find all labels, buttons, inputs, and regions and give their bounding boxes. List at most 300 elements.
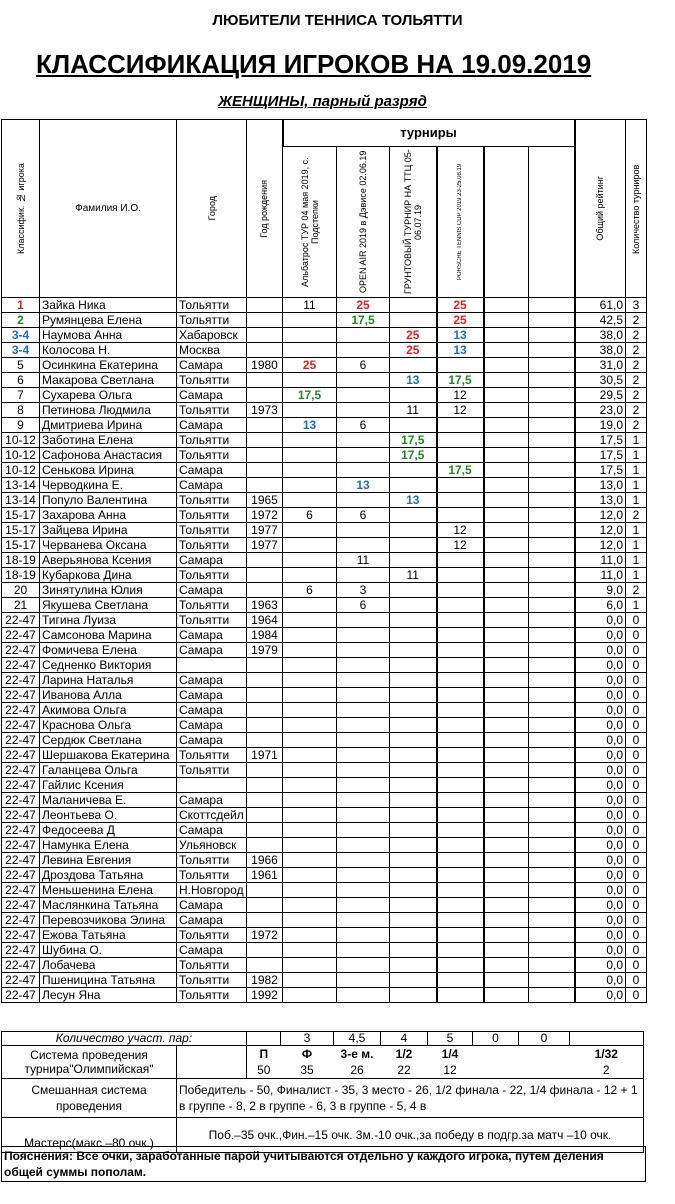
tournament-5-points — [484, 778, 529, 793]
pairs-empty — [247, 1032, 281, 1046]
name-cell: Ежова Татьяна — [40, 928, 177, 943]
table-row — [2, 673, 647, 688]
city-cell: Самара — [177, 463, 247, 478]
tournament-5-points — [484, 793, 529, 808]
tournament-6-points — [529, 328, 575, 343]
header-count: Количество турниров — [626, 120, 647, 298]
pairs-count: 0 — [519, 1032, 570, 1046]
tournament-4-points — [437, 688, 484, 703]
tournament-1-points — [283, 733, 337, 748]
tournament-4-points — [437, 868, 484, 883]
name-cell: Захарова Анна — [40, 508, 177, 523]
tournament-3-points — [390, 868, 437, 883]
tournament-count: 0 — [626, 988, 647, 1003]
total-rating: 0,0 — [575, 808, 626, 823]
city-cell: Тольятти — [177, 763, 247, 778]
tournament-1-points: 13 — [283, 418, 337, 433]
system-codes-row — [2, 1046, 644, 1063]
rank-cell: 9 — [2, 418, 40, 433]
system-points: 26 — [350, 1063, 364, 1077]
masters-label: Мастерс(макс.–80 очк.) — [2, 1118, 177, 1153]
table-row — [2, 838, 647, 853]
total-rating: 0,0 — [575, 628, 626, 643]
tournament-count: 2 — [626, 358, 647, 373]
tournament-5-points — [484, 733, 529, 748]
name-cell: Фомичева Елена — [40, 643, 177, 658]
tournament-4-points — [437, 718, 484, 733]
tournament-count: 2 — [626, 508, 647, 523]
tournament-6-points — [529, 643, 575, 658]
tournament-2-points — [337, 568, 390, 583]
name-cell: Акимова Ольга — [40, 703, 177, 718]
tournament-5-points — [484, 403, 529, 418]
tournament-5-points — [484, 583, 529, 598]
tournament-5-points — [484, 748, 529, 763]
tournament-4-points: 12 — [437, 538, 484, 553]
tournament-6-points — [529, 523, 575, 538]
name-cell: Пшеницина Татьяна — [40, 973, 177, 988]
tournament-6-points — [529, 928, 575, 943]
tournament-count: 2 — [626, 313, 647, 328]
tournament-count: 1 — [626, 538, 647, 553]
tournament-4-points — [437, 628, 484, 643]
tournament-count: 1 — [626, 478, 647, 493]
year-cell: 1973 — [247, 403, 283, 418]
tournament-5-points — [484, 463, 529, 478]
city-cell — [177, 778, 247, 793]
tournament-6-points — [529, 403, 575, 418]
rank-cell: 10-12 — [2, 463, 40, 478]
tournament-6-points — [529, 673, 575, 688]
total-rating: 0,0 — [575, 613, 626, 628]
tournament-3-points — [390, 643, 437, 658]
tournament-2-points — [337, 448, 390, 463]
total-rating: 0,0 — [575, 673, 626, 688]
table-row — [2, 988, 647, 1003]
name-cell: Черванева Оксана — [40, 538, 177, 553]
tournament-4-points — [437, 838, 484, 853]
rank-cell: 8 — [2, 403, 40, 418]
tournament-count: 1 — [626, 463, 647, 478]
name-cell: Макарова Светлана — [40, 373, 177, 388]
tournament-3-points — [390, 973, 437, 988]
table-row — [2, 733, 647, 748]
tournament-4-points — [437, 883, 484, 898]
table-row — [2, 433, 647, 448]
rank-cell: 18-19 — [2, 568, 40, 583]
tournament-4-points — [437, 448, 484, 463]
year-cell: 1964 — [247, 613, 283, 628]
tournament-4-points — [437, 793, 484, 808]
tournament-6-points — [529, 853, 575, 868]
city-cell: Самара — [177, 688, 247, 703]
tournament-2-points — [337, 388, 390, 403]
rank-cell: 22-47 — [2, 973, 40, 988]
table-row — [2, 868, 647, 883]
tournament-6-points — [529, 628, 575, 643]
tournament-2-points — [337, 343, 390, 358]
name-cell: Дроздова Татьяна — [40, 868, 177, 883]
tournament-4-points: 17,5 — [437, 373, 484, 388]
table-row — [2, 478, 647, 493]
city-cell: Самара — [177, 943, 247, 958]
table-row — [2, 973, 647, 988]
tournament-count: 0 — [626, 658, 647, 673]
tournament-1-points — [283, 343, 337, 358]
name-cell: Дмитриева Ирина — [40, 418, 177, 433]
mixed-system-row — [2, 1079, 644, 1118]
tournament-6-points — [529, 973, 575, 988]
year-cell — [247, 688, 283, 703]
tournament-2-points — [337, 763, 390, 778]
header-tournaments: турниры — [283, 120, 575, 147]
tournament-3-points: 11 — [390, 403, 437, 418]
year-cell: 1963 — [247, 598, 283, 613]
table-row — [2, 643, 647, 658]
tournament-1-points — [283, 718, 337, 733]
total-rating: 12,0 — [575, 538, 626, 553]
tournament-1-points — [283, 703, 337, 718]
tournament-6-points — [529, 778, 575, 793]
tournament-1-points — [283, 523, 337, 538]
total-rating: 0,0 — [575, 823, 626, 838]
rank-cell: 10-12 — [2, 433, 40, 448]
tournament-4-points — [437, 358, 484, 373]
name-cell: Седненко Виктория — [40, 658, 177, 673]
year-cell — [247, 778, 283, 793]
year-cell — [247, 823, 283, 838]
city-cell: Тольятти — [177, 313, 247, 328]
city-cell: Тольятти — [177, 853, 247, 868]
tournament-3-points — [390, 583, 437, 598]
tournament-6-points — [529, 358, 575, 373]
tournament-count: 0 — [626, 973, 647, 988]
tournament-1-points — [283, 433, 337, 448]
system-code: 1/32 — [570, 1046, 644, 1063]
rank-cell: 22-47 — [2, 823, 40, 838]
system-code: Ф — [281, 1046, 334, 1063]
tournament-4-points — [437, 913, 484, 928]
tournament-1-points — [283, 538, 337, 553]
city-cell: Скоттсдейл — [177, 808, 247, 823]
tournament-6-points — [529, 448, 575, 463]
name-cell: Колосова Н. — [40, 343, 177, 358]
tournament-5-points — [484, 928, 529, 943]
name-cell: Сафонова Анастасия — [40, 448, 177, 463]
rank-cell: 22-47 — [2, 943, 40, 958]
system-points: 22 — [397, 1063, 411, 1077]
tournament-2-points — [337, 793, 390, 808]
tournament-6-points — [529, 748, 575, 763]
name-cell: Федосеева Д — [40, 823, 177, 838]
total-rating: 0,0 — [575, 688, 626, 703]
table-row — [2, 493, 647, 508]
tournament-5-points — [484, 523, 529, 538]
name-cell: Сенькова Ирина — [40, 463, 177, 478]
tournament-4-points — [437, 613, 484, 628]
city-cell: Тольятти — [177, 403, 247, 418]
tournament-3-points — [390, 793, 437, 808]
tournament-3-points — [390, 553, 437, 568]
tournament-count: 0 — [626, 703, 647, 718]
table-row — [2, 703, 647, 718]
tournament-1-points — [283, 838, 337, 853]
tournament-4-points: 12 — [437, 523, 484, 538]
year-cell — [247, 808, 283, 823]
rank-cell: 22-47 — [2, 928, 40, 943]
name-cell: Зайка Ника — [40, 298, 177, 313]
total-rating: 0,0 — [575, 988, 626, 1003]
table-row — [2, 298, 647, 313]
tournament-1-points — [283, 673, 337, 688]
total-rating: 0,0 — [575, 928, 626, 943]
tournament-2-points — [337, 628, 390, 643]
tournament-6-points — [529, 988, 575, 1003]
total-rating: 0,0 — [575, 973, 626, 988]
tournament-count: 1 — [626, 553, 647, 568]
tournament-2-points — [337, 673, 390, 688]
tournament-2-points: 6 — [337, 598, 390, 613]
tournament-6-points — [529, 733, 575, 748]
total-rating: 42,5 — [575, 313, 626, 328]
explanation-note: Пояснения: Все очки, заработанные парой учитываются отдельно у каждого игрока, путем деления общей суммы пополам. — [1, 1146, 646, 1182]
header-tournament-3: ГРУНТОВЫЙ ТУРНИР НА ТТЦ 05-06.07.19 — [390, 147, 437, 298]
system-points: 50 — [257, 1063, 271, 1077]
total-rating: 0,0 — [575, 898, 626, 913]
tournament-count: 0 — [626, 733, 647, 748]
tournament-4-points — [437, 898, 484, 913]
table-row — [2, 883, 647, 898]
table-row — [2, 628, 647, 643]
tournament-4-points — [437, 943, 484, 958]
rank-cell: 22-47 — [2, 853, 40, 868]
tournament-3-points — [390, 808, 437, 823]
system-empty — [177, 1046, 247, 1079]
tournament-5-points — [484, 478, 529, 493]
tournament-count: 2 — [626, 328, 647, 343]
tournament-1-points — [283, 568, 337, 583]
total-rating: 0,0 — [575, 838, 626, 853]
system-code — [473, 1046, 519, 1063]
tournament-5-points — [484, 718, 529, 733]
tournament-1-points — [283, 763, 337, 778]
rank-cell: 1 — [2, 298, 40, 313]
tournament-4-points — [437, 508, 484, 523]
ranking-table — [1, 119, 647, 1003]
name-cell: Сердюк Светлана — [40, 733, 177, 748]
tournament-3-points — [390, 313, 437, 328]
mixed-system-label: Смешанная система проведения — [2, 1079, 177, 1118]
tournament-3-points — [390, 778, 437, 793]
tournament-3-points — [390, 853, 437, 868]
tournament-5-points — [484, 958, 529, 973]
table-row — [2, 373, 647, 388]
total-rating: 29,5 — [575, 388, 626, 403]
tournament-3-points: 25 — [390, 343, 437, 358]
total-rating: 13,0 — [575, 493, 626, 508]
city-cell: Тольятти — [177, 433, 247, 448]
tournament-5-points — [484, 343, 529, 358]
table-row — [2, 343, 647, 358]
table-header-row — [2, 120, 647, 147]
tournament-1-points — [283, 808, 337, 823]
year-cell — [247, 838, 283, 853]
table-row — [2, 553, 647, 568]
city-cell: Тольятти — [177, 748, 247, 763]
year-cell — [247, 298, 283, 313]
year-cell — [247, 568, 283, 583]
tournament-3-points — [390, 298, 437, 313]
tournament-6-points — [529, 388, 575, 403]
table-row — [2, 778, 647, 793]
tournament-6-points — [529, 313, 575, 328]
city-cell: Самара — [177, 478, 247, 493]
tournament-5-points — [484, 643, 529, 658]
tournament-3-points: 11 — [390, 568, 437, 583]
city-cell: Самара — [177, 418, 247, 433]
table-row — [2, 823, 647, 838]
tournament-5-points — [484, 988, 529, 1003]
tournament-2-points: 6 — [337, 358, 390, 373]
total-rating: 61,0 — [575, 298, 626, 313]
pairs-count-label: Количество участ. пар: — [2, 1032, 247, 1046]
tournament-4-points — [437, 583, 484, 598]
tournament-6-points — [529, 298, 575, 313]
pairs-count: 4 — [381, 1032, 428, 1046]
tournament-6-points — [529, 808, 575, 823]
tournament-1-points — [283, 793, 337, 808]
tournament-4-points — [437, 658, 484, 673]
tournament-5-points — [484, 358, 529, 373]
city-cell: Тольятти — [177, 493, 247, 508]
tournament-2-points — [337, 853, 390, 868]
tournament-5-points — [484, 448, 529, 463]
tournament-2-points — [337, 613, 390, 628]
tournament-3-points — [390, 673, 437, 688]
name-cell: Румянцева Елена — [40, 313, 177, 328]
rank-cell: 3-4 — [2, 328, 40, 343]
name-cell: Петинова Людмила — [40, 403, 177, 418]
tournament-2-points — [337, 373, 390, 388]
tournament-2-points: 6 — [337, 418, 390, 433]
tournament-2-points — [337, 928, 390, 943]
footer-table — [1, 1031, 644, 1046]
rank-cell: 21 — [2, 598, 40, 613]
tournament-5-points — [484, 613, 529, 628]
tournament-5-points — [484, 973, 529, 988]
tournament-3-points — [390, 928, 437, 943]
city-cell: Тольятти — [177, 988, 247, 1003]
tournament-4-points: 12 — [437, 403, 484, 418]
tournament-count: 0 — [626, 778, 647, 793]
tournament-6-points — [529, 838, 575, 853]
pairs-empty — [570, 1032, 644, 1046]
tournament-3-points — [390, 388, 437, 403]
city-cell: Самара — [177, 913, 247, 928]
tournament-5-points — [484, 703, 529, 718]
tournament-5-points — [484, 913, 529, 928]
header-tournament-1: Альбатрос ТУР 04 мая 2019, с. Подстепки — [283, 147, 337, 298]
tournament-count: 0 — [626, 763, 647, 778]
year-cell — [247, 793, 283, 808]
tournament-count: 0 — [626, 958, 647, 973]
rank-cell: 6 — [2, 373, 40, 388]
total-rating: 9,0 — [575, 583, 626, 598]
tournament-2-points — [337, 658, 390, 673]
city-cell: Тольятти — [177, 613, 247, 628]
tournament-4-points — [437, 778, 484, 793]
tournament-5-points — [484, 553, 529, 568]
tournament-count: 0 — [626, 928, 647, 943]
tournament-6-points — [529, 343, 575, 358]
tournament-1-points — [283, 778, 337, 793]
table-row — [2, 538, 647, 553]
rank-cell: 7 — [2, 388, 40, 403]
tournament-4-points — [437, 748, 484, 763]
tournament-2-points: 25 — [337, 298, 390, 313]
total-rating: 0,0 — [575, 763, 626, 778]
tournament-6-points — [529, 883, 575, 898]
system-table — [1, 1045, 644, 1153]
tournament-2-points — [337, 913, 390, 928]
pairs-count-row — [2, 1032, 644, 1046]
tournament-1-points — [283, 883, 337, 898]
year-cell: 1980 — [247, 358, 283, 373]
tournament-3-points: 17,5 — [390, 448, 437, 463]
tournament-1-points — [283, 463, 337, 478]
year-cell — [247, 943, 283, 958]
rank-cell: 22-47 — [2, 733, 40, 748]
tournament-6-points — [529, 553, 575, 568]
tournament-2-points — [337, 748, 390, 763]
tournament-3-points: 13 — [390, 373, 437, 388]
year-cell — [247, 313, 283, 328]
tournament-1-points — [283, 403, 337, 418]
city-cell: Самара — [177, 673, 247, 688]
tournament-5-points — [484, 373, 529, 388]
table-row — [2, 763, 647, 778]
tournament-count: 1 — [626, 523, 647, 538]
tournament-3-points: 25 — [390, 328, 437, 343]
tournament-6-points — [529, 463, 575, 478]
system-points — [519, 1062, 570, 1079]
rank-cell: 22-47 — [2, 958, 40, 973]
page-title: КЛАССИФИКАЦИЯ ИГРОКОВ НА 19.09.2019 — [36, 49, 592, 79]
name-cell: Самсонова Марина — [40, 628, 177, 643]
tournament-count: 1 — [626, 433, 647, 448]
total-rating: 12,0 — [575, 508, 626, 523]
page-subtitle: ЖЕНЩИНЫ, парный разряд — [218, 93, 427, 110]
tournament-5-points — [484, 808, 529, 823]
header-name: Фамилия И.О. — [40, 120, 177, 298]
tournament-2-points — [337, 463, 390, 478]
year-cell: 1961 — [247, 868, 283, 883]
rank-cell: 22-47 — [2, 703, 40, 718]
total-rating: 11,0 — [575, 568, 626, 583]
name-cell: Намунка Елена — [40, 838, 177, 853]
header-year: Год рождения — [247, 120, 283, 298]
tournament-2-points — [337, 868, 390, 883]
tournament-3-points — [390, 838, 437, 853]
tournament-2-points — [337, 403, 390, 418]
total-rating: 6,0 — [575, 598, 626, 613]
tournament-count: 0 — [626, 628, 647, 643]
rank-cell: 22-47 — [2, 763, 40, 778]
city-cell: Самара — [177, 733, 247, 748]
tournament-6-points — [529, 823, 575, 838]
table-row — [2, 313, 647, 328]
name-cell: Заботина Елена — [40, 433, 177, 448]
